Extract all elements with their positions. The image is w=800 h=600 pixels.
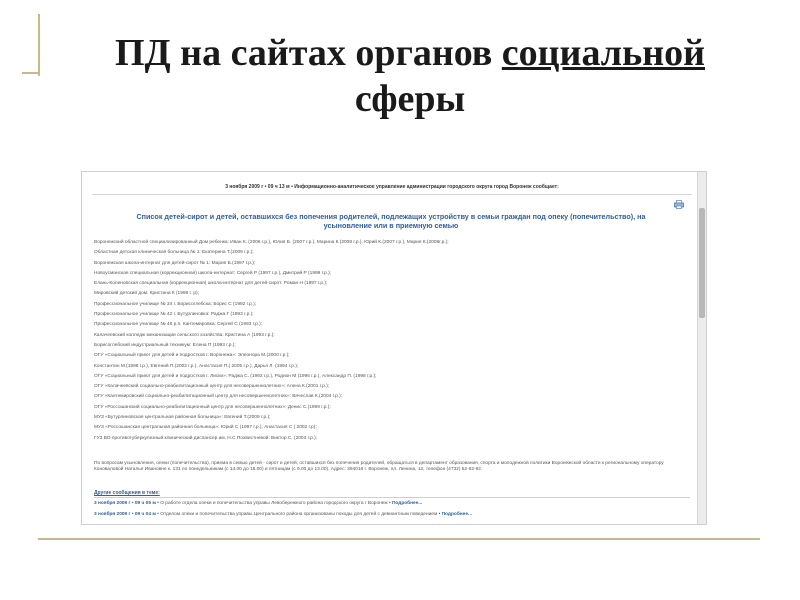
list-item: ОГУ «Россошанский социально-реабилитационный центр для несовершеннолетних»: Денис С.(1999 г.р.); [94,404,331,410]
list-item: Новоусманская специальная (коррекционная) школа-интернат: Сергей Р (1997 г.р.), Дмитрий Р (1999 г.р.); [94,270,332,276]
list-item: Профессиональное училище № 42 г. Бутурлиновка: Раджа Г (1993 г.р.); [94,312,254,318]
list-item: Калачеевский колледж механизации сельского хозяйства: Кристина А (1993 г.р.); [94,332,275,338]
news-more-link[interactable]: Подробнее... [441,512,473,517]
list-item: Борисоглебский индустриальный техникум: Елена П (1993 г.р.); [94,342,236,348]
contact-paragraph: По вопросам усыновления, опеки (попечительства), приема в семью детей - сирот и детей, оставшихся без попечения родителей, обращаться в департамент образования, спорта и молодежной политики Воронежской области к региональному оператору Коноваловой Наталье Ивановне к. 131 по понедельникам (с 14.00 до 18.00) и пятницам (с 9.00 до 13.00). Адрес: 394018 г. Воронеж, пл. Ленина, 12, телефон (4732) 52-82-92. [94,461,664,473]
list-title-line1: Список детей-сирот и детей, оставшихся без попечения родителей, подлежащих устройству в семьи граждан под опеку (попечительство), на [136,212,646,221]
news-date: 3 ноября 2009 г • 09 ч 05 м • [94,501,159,506]
decorative-vertical-line [38,14,40,76]
list-item: Областная детская клиническая больница № 1: Екатерина Т.(2009 г.р.); [94,250,254,256]
news-more-link[interactable]: Подробнее... [391,501,423,506]
children-list [94,238,690,444]
list-item: Профессиональное училище № 46 р.п. Кантемировка: Сергей С (1993 г.р.); [94,322,263,328]
list-item: МУЗ «Бутурлиновская центральная районная больница»: Евгений Т.(2009 г.р.); [94,415,271,421]
list-item: Воронежская школа-интернат для детей-сирот № 1: Мария Б.(1997 г.р.); [94,260,256,266]
news-item [94,512,472,517]
slide-title-underlined: социальной [501,32,705,74]
list-item: ОГУ «Калачеевский социально-реабилитационный центр для несовершеннолетних»: Алена К.(2001 г.р.); [94,384,330,390]
decorative-top-tick [22,72,38,74]
slide-title [50,30,770,122]
news-item [94,501,422,506]
list-item: ОГУ «Социальный приют для детей и подростков г. Лиски»: Раджа С. (1992 г.р.), Родион М (1996 г.р.), Александр П. (1998 г.р.); [94,373,377,379]
website-screenshot [81,171,707,525]
list-item: ОГУ «Кантемировский социально-реабилитационный центр для несовершеннолетних»: Вячеслав К.(2004 г.р.); [94,394,343,400]
list-item: Мировский детский дом: Кристина К (1999 г. р); [94,291,199,297]
list-title-line2: усыновление или в приемную семью [323,221,459,230]
list-item: Константин М.(1998 г.р.), Евгений П.(2002 г.р.), Анастасия П.( 2005 г.р.), Дарья Л. (1994 г.р.); [94,363,299,369]
list-item: Воронежский областной специализированный Дом ребенка: Иван К. (2006 г.р.), Юлия Б. (2007 г.р.), Марина К.(2008 г.р.), Юрий К.(2007 г.р.), Мария К.(2008г.р.); [94,240,449,245]
list-title [96,212,686,230]
list-item: ОГУ «Социальный приют для детей и подростков г. Воронежа»: Элеонора М.(2000 г.р.); [94,353,290,359]
list-item: Профессиональное училище № 34 г. Борисоглебска: Борис С (1992 г.р.); [94,301,257,307]
scrollbar-thumb[interactable] [699,208,705,318]
print-icon[interactable] [674,200,684,209]
news-text: О работе отдела опеки и попечительства управы Левобережного района городского округа г Воронеж • [158,501,392,506]
news-header: 3 ноября 2009 г • 09 ч 13 м • Информационно-аналитическое управление администрации городского округа город Воронеж сообщает: [225,184,559,190]
slide-title-line2: сферы [354,78,466,120]
list-item: ГУЗ ВО противотуберкулезный клинический диспансер им. Н.С Похвистневой: Виктор С. (2003 г.р.); [94,435,318,441]
slide-title-part1: ПД на сайтах органов [114,32,502,74]
list-item: Елань-Коленовская специальная (коррекционная) школа-интернат для детей-сирот: Роман Н (1997 г.р.); [94,281,328,287]
other-news-heading[interactable]: Другие сообщения в теме: [94,490,160,496]
other-news-divider [94,497,690,498]
list-item: МУЗ «Россошанская центральная районная больница»: Юрий С (1997 г.р.), Анастасия С ( 2002 г.р); [94,425,317,431]
decorative-bottom-line [38,538,760,540]
news-text: Отделом опеки и попечительства управы Центрального района организованы походы для детей с девиантным поведением • [158,512,442,517]
vertical-scrollbar[interactable] [697,172,706,524]
news-date: 3 ноября 2009 г • 09 ч 04 м • [94,512,159,517]
header-divider [92,194,692,195]
